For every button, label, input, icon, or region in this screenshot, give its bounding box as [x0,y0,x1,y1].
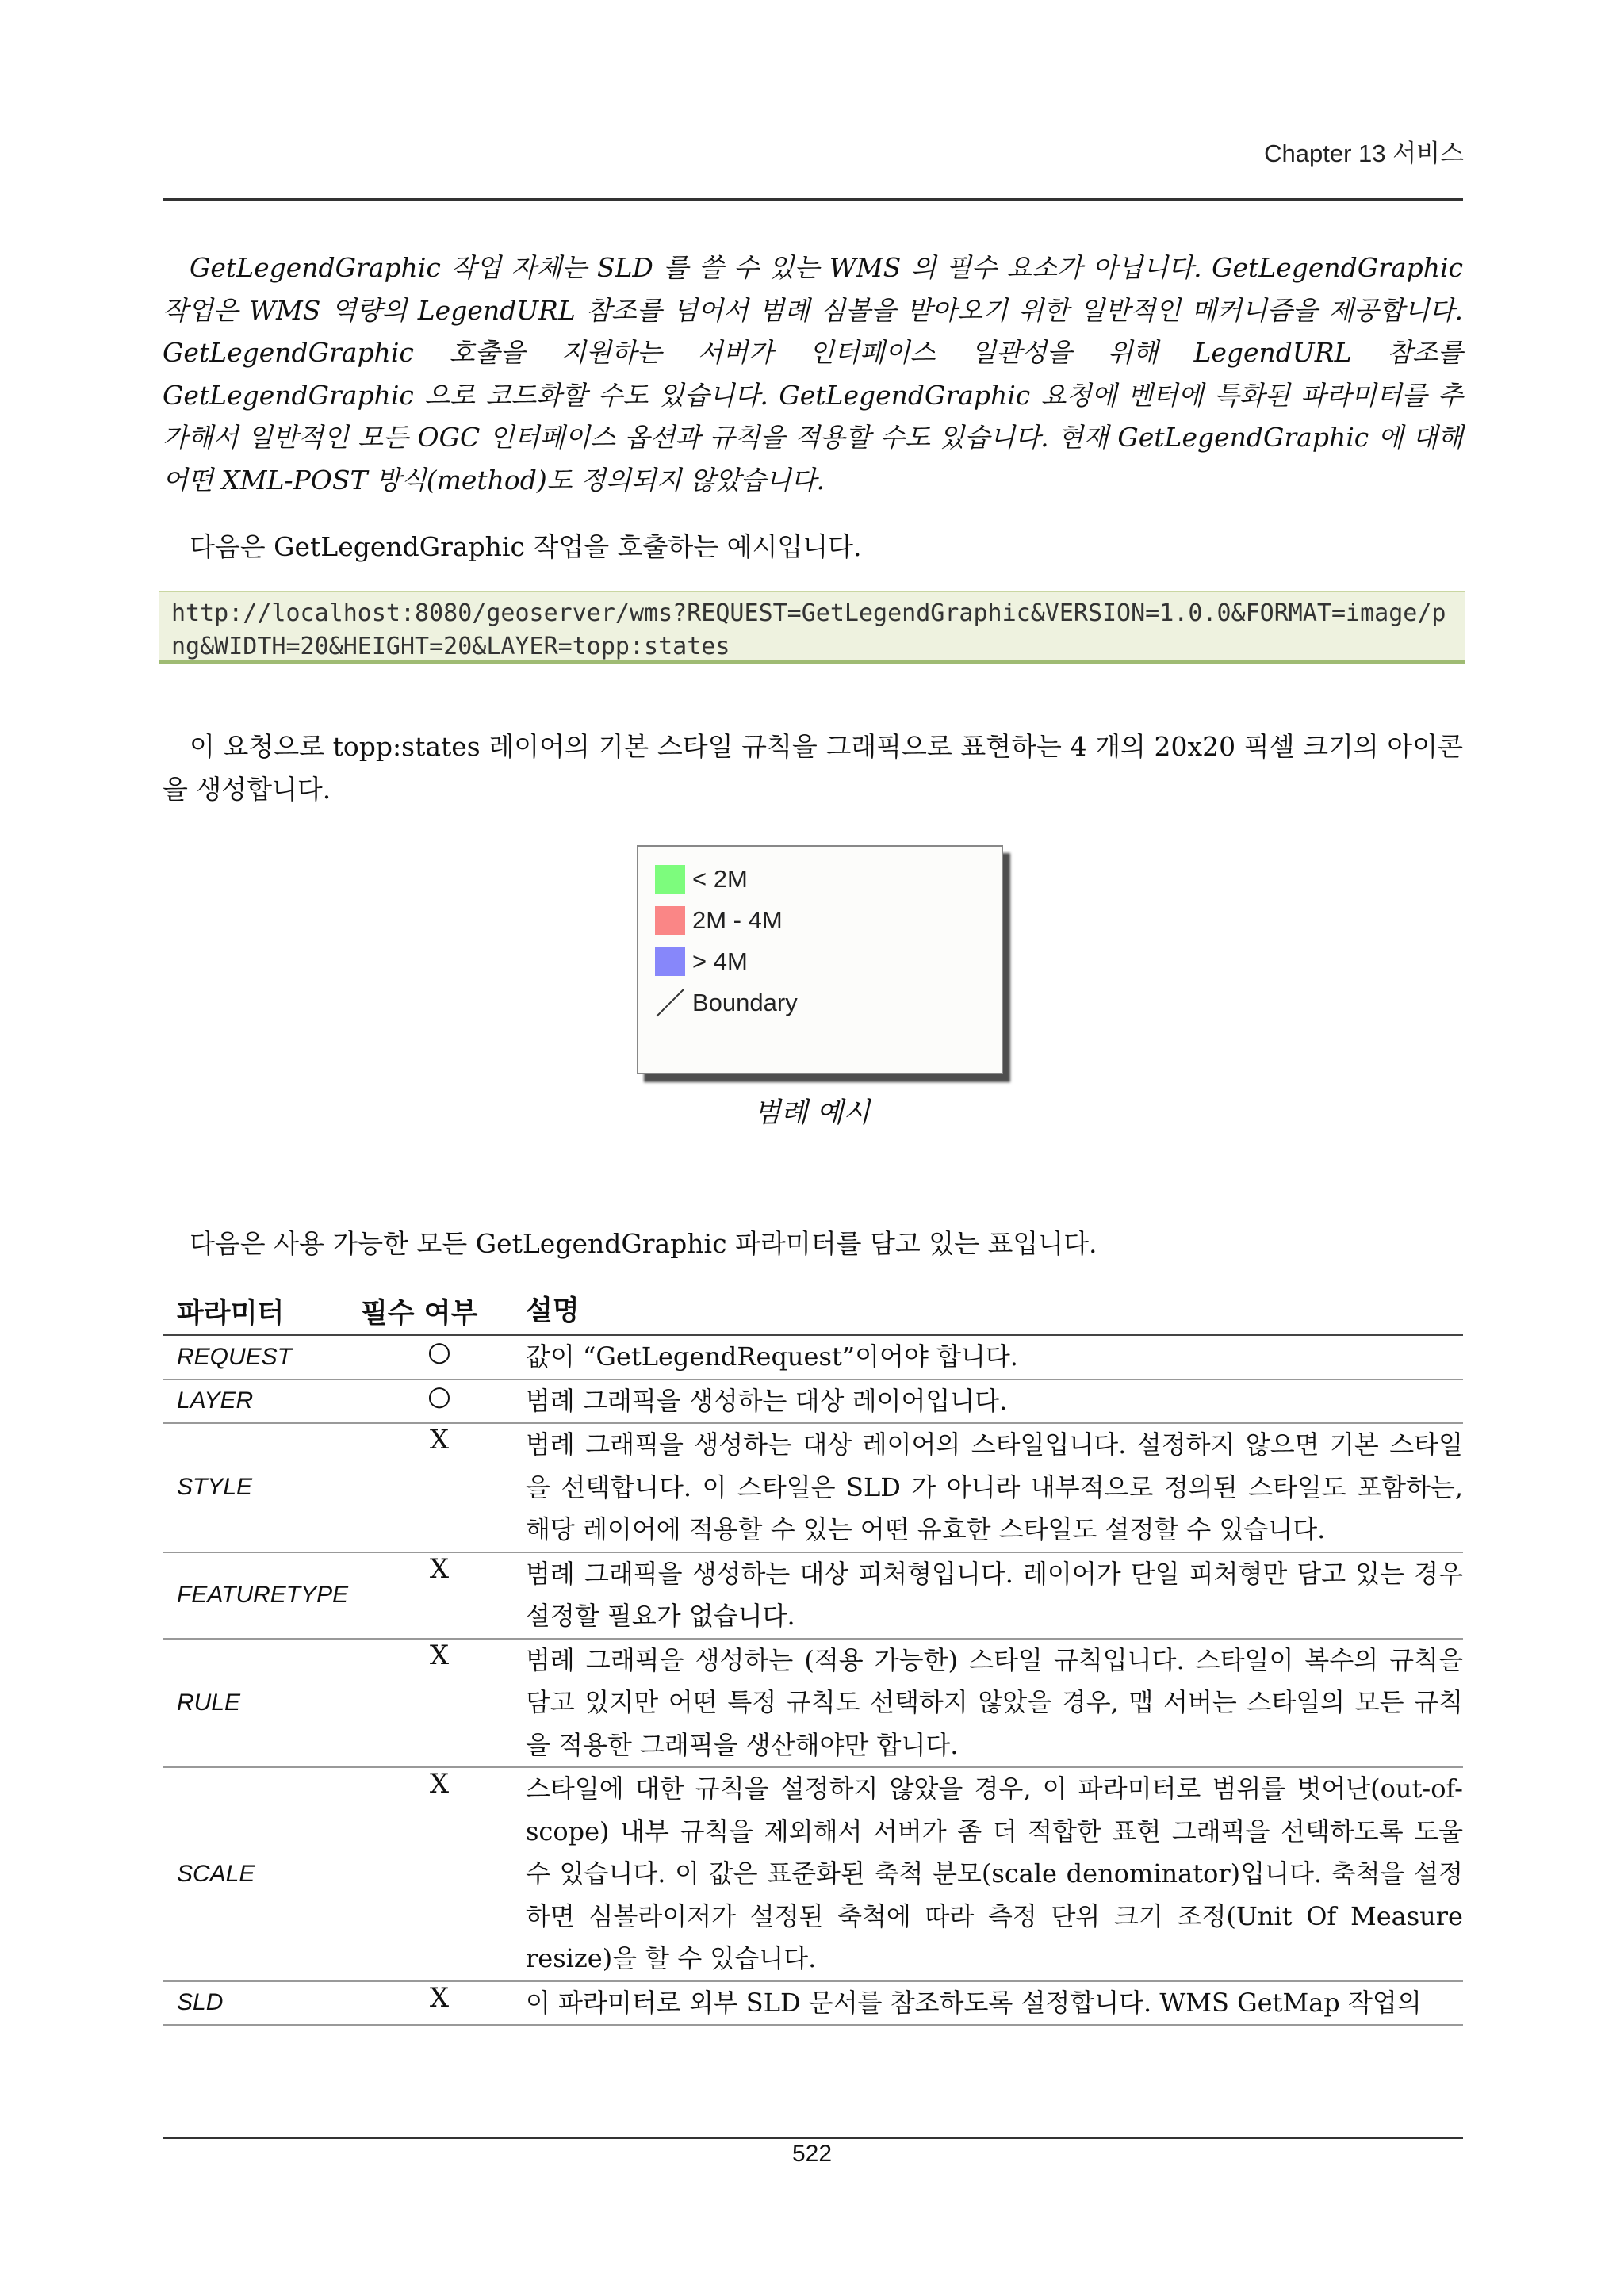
required-flag: X [429,1552,450,1585]
param-desc: 범례 그래픽을 생성하는 대상 레이어입니다. [526,1385,1008,1416]
table-row [163,1640,1463,1769]
table-row [163,1424,1463,1553]
param-name: FEATURETYPE [177,1582,349,1608]
legend-image [637,845,1003,1074]
param-desc: 스타일에 대한 규칙을 설정하지 않았을 경우, 이 파라미터로 범위를 벗어난(out-of-scope) 내부 규칙을 제외해서 서버가 좀 더 적합한 표현 그래픽을 선택하도록 도울 수 있습니다. 이 값은 표준화된 축척 분모(scale denominator)입니다. 축척을 설정하면 심볼라이저가 설정된 축척에 따라 측정 단위 크기 조정(Unit Of Measure resize)을 할 수 있습니다. [526,1774,1463,1973]
param-name: STYLE [177,1474,253,1501]
param-name: SCALE [177,1860,255,1887]
boundary-line-icon [655,988,685,1018]
required-flag: X [429,1424,450,1456]
param-desc: 범례 그래픽을 생성하는 대상 레이어의 스타일입니다. 설정하지 않으면 기본 스타일을 선택합니다. 이 스타일은 SLD 가 아니라 내부적으로 정의된 스타일도 포함하는, 해당 레이어에 적용할 수 있는 어떤 유효한 스타일도 설정할 수 있습니다. [526,1429,1463,1544]
table-header [163,1288,1463,1336]
legend-label: Boundary [692,989,798,1016]
header-divider [163,198,1463,201]
figure-caption: 범례 예시 [753,1097,871,1129]
legend-label: 2M - 4M [692,906,783,934]
param-desc: 범례 그래픽을 생성하는 (적용 가능한) 스타일 규칙입니다. 스타일이 복수의 규칙을 담고 있지만 어떤 특정 규칙도 선택하지 않았을 경우, 맵 서버는 스타일의 모든 규칙을 적용한 그래픽을 생산해야만 합니다. [526,1644,1463,1760]
table-row [163,1336,1463,1380]
parameter-table [163,1288,1463,2026]
legend-item [655,863,748,895]
param-name: SLD [177,1989,224,2016]
param-desc: 범례 그래픽을 생성하는 대상 피처형입니다. 레이어가 단일 피처형만 담고 있는 경우 설정할 필요가 없습니다. [526,1558,1463,1631]
param-desc: 이 파라미터로 외부 SLD 문서를 참조하도록 설정합니다. WMS GetMap 작업의 [526,1987,1422,2018]
header-param: 파라미터 [177,1297,285,1330]
legend-item [655,946,748,978]
after-code-paragraph [163,725,1463,810]
header-desc: 설명 [526,1295,580,1328]
code-block: http://localhost:8080/geoserver/wms?REQUEST=GetLegendGraphic&VERSION=1.0.0&FORMAT=image/png&WIDTH=20&HEIGHT=20&LAYER=topp:states [159,591,1465,664]
footer-divider [163,2137,1463,2139]
example-intro-text: 다음은 GetLegendGraphic 작업을 호출하는 예시입니다. [190,531,862,562]
required-flag: X [429,1768,450,1800]
table-row [163,1553,1463,1640]
param-desc: 값이 “GetLegendRequest”이어야 합니다. [526,1341,1018,1372]
param-name: RULE [177,1689,241,1716]
required-flag: ○ [427,1336,451,1368]
required-flag: ○ [427,1380,451,1412]
legend-item [655,987,798,1019]
param-name: REQUEST [177,1343,293,1370]
table-intro-paragraph [163,1223,1463,1265]
intro-paragraph [163,247,1463,501]
legend-swatch-blue [655,947,685,976]
legend-item [655,905,783,936]
legend-label: > 4M [692,947,748,975]
example-intro [163,526,1463,568]
after-code-text: 이 요청으로 topp:states 레이어의 기본 스타일 규칙을 그래픽으로 표현하는 4 개의 20x20 픽셀 크기의 아이콘을 생성합니다. [163,731,1463,805]
legend-swatch-green [655,865,685,894]
table-row [163,1768,1463,1982]
param-name: LAYER [177,1387,254,1414]
legend-swatch-red [655,906,685,935]
chapter-header: Chapter 13 서비스 [1264,140,1464,167]
header-required: 필수 여부 [361,1297,478,1330]
table-row [163,1982,1463,2026]
required-flag: X [429,1981,450,2014]
table-intro-text: 다음은 사용 가능한 모든 GetLegendGraphic 파라미터를 담고 있는 표입니다. [190,1228,1097,1259]
intro-paragraph-text: GetLegendGraphic 작업 자체는 SLD 를 쓸 수 있는 WMS 의 필수 요소가 아닙니다. GetLegendGraphic 작업은 WMS 역량의 LegendURL 참조를 넘어서 범례 심볼을 받아오기 위한 일반적인 메커니즘을 제공합니다. GetLegendGraphic 호출을 지원하는 서버가 인터페이스 일관성을 위해 LegendURL 참조를 GetLegendGraphic 으로 코드화할 수도 있습니다. GetLegendGraphic 요청에 벤터에 특화된 파라미터를 추가해서 일반적인 모든 OGC 인터페이스 옵션과 규칙을 적용할 수도 있습니다. 현재 GetLegendGraphic 에 대해 어떤 XML-POST 방식(method)도 정의되지 않았습니다. [163,252,1463,496]
page-number: 522 [791,2141,833,2167]
legend-label: < 2M [692,865,748,893]
required-flag: X [429,1639,450,1671]
table-row [163,1380,1463,1425]
